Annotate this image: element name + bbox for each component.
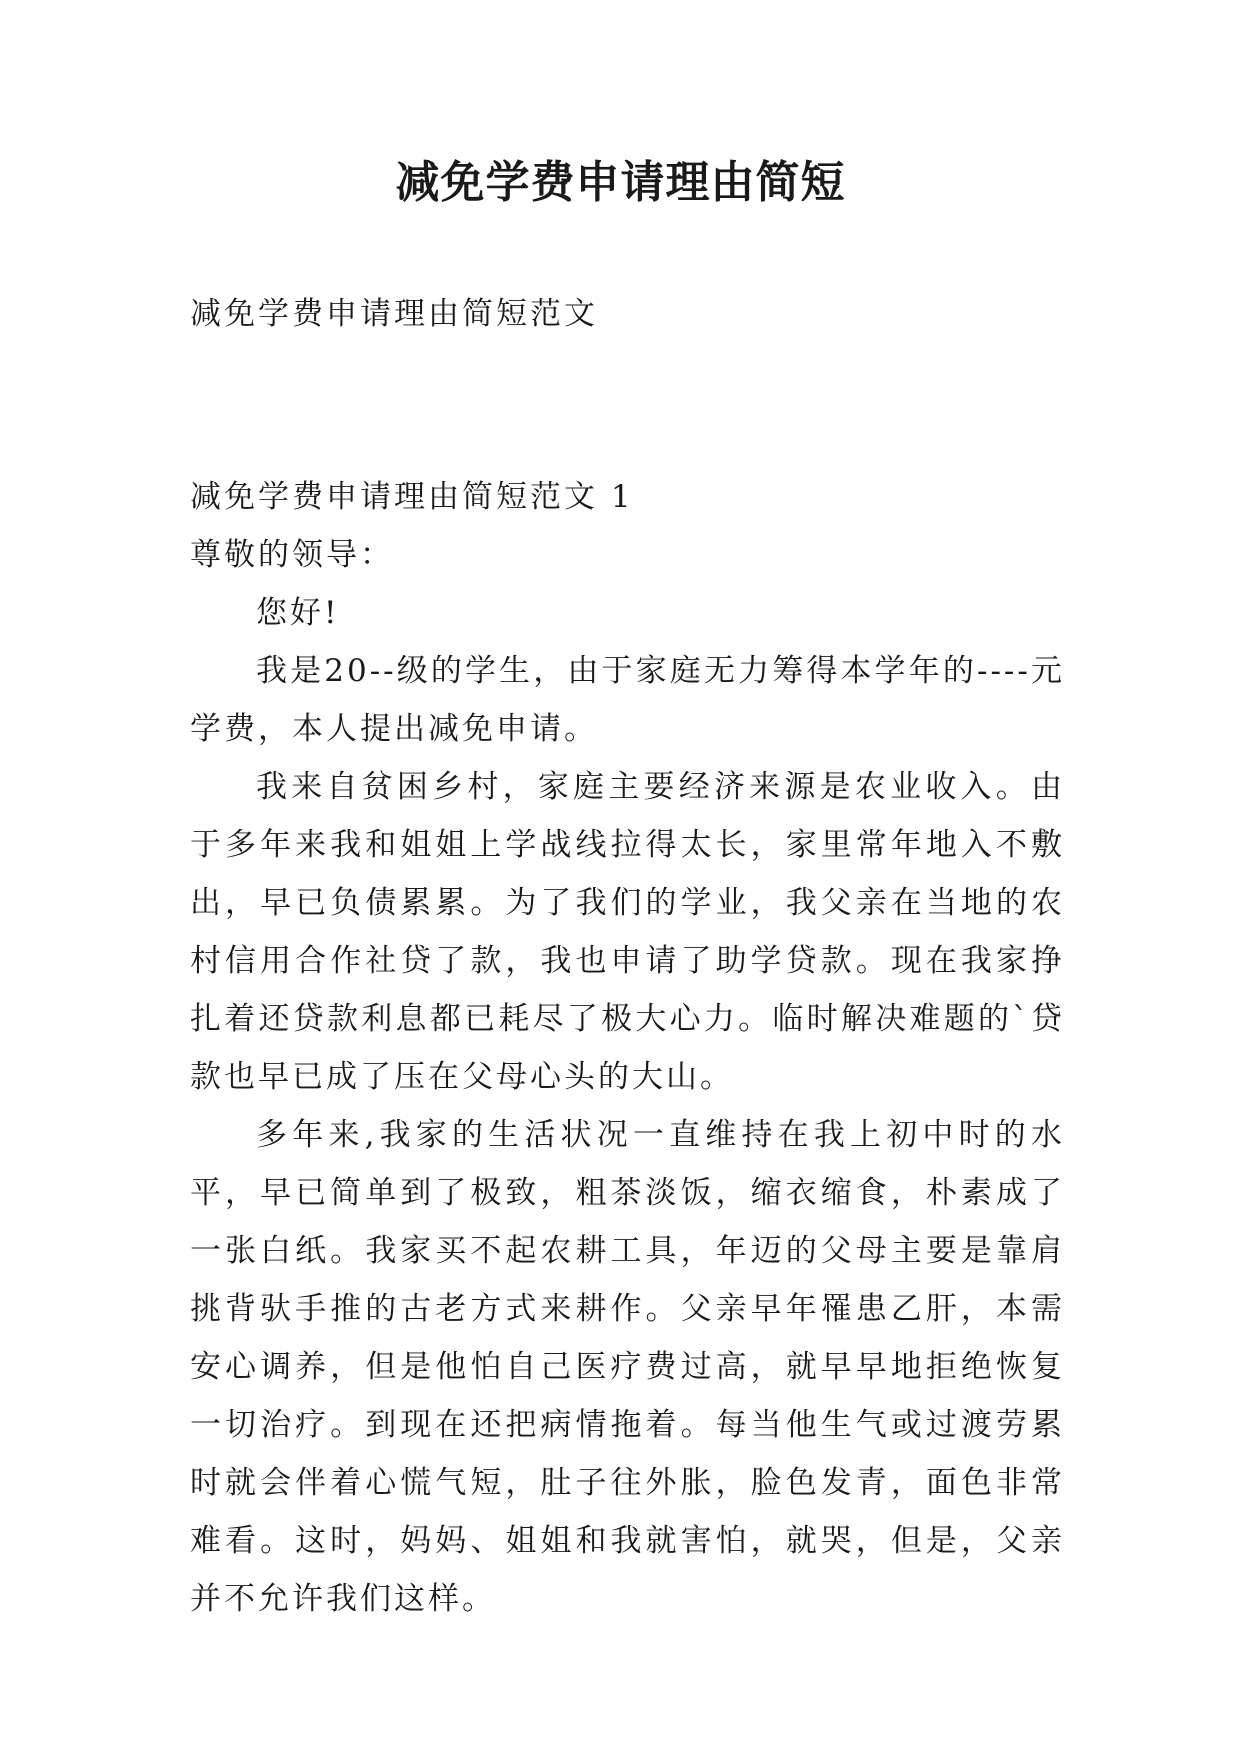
- body-paragraph: 多年来,我家的生活状况一直维持在我上初中时的水平，早已简单到了极致，粗茶淡饭，缩衣缩食，朴素成了一张白纸。我家买不起农耕工具，年迈的父母主要是靠肩挑背驮手推的古老方式来耕作。父亲早年罹患乙肝，本需安心调养，但是他怕自己医疗费过高，就早早地拒绝恢复一切治疗。到现在还把病情拖着。每当他生气或过渡劳累时就会伴着心慌气短，肚子往外胀，脸色发青，面色非常难看。这时，妈妈、姐姐和我就害怕，就哭，但是，父亲并不允许我们这样。: [190, 1117, 1065, 1617]
- body-paragraph: 我来自贫困乡村，家庭主要经济来源是农业收入。由于多年来我和姐姐上学战线拉得太长，家里常年地入不敷出，早已负债累累。为了我们的学业，我父亲在当地的农村信用合作社贷了款，我也申请了助学贷款。现在我家挣扎着还贷款利息都已耗尽了极大心力。临时解决难题的`贷款也早已成了压在父母心头的大山。: [190, 769, 1065, 1095]
- salutation: 尊敬的领导：: [190, 537, 394, 573]
- document-title: 减免学费申请理由简短: [395, 157, 846, 208]
- document-body: [190, 468, 1065, 1628]
- greeting: 您好!: [256, 595, 340, 631]
- section-heading: 减免学费申请理由简短范文 1: [190, 479, 634, 515]
- document-subtitle: 减免学费申请理由简短范文: [190, 296, 598, 332]
- body-paragraph: 我是20--级的学生，由于家庭无力筹得本学年的----元学费，本人提出减免申请。: [190, 653, 1065, 747]
